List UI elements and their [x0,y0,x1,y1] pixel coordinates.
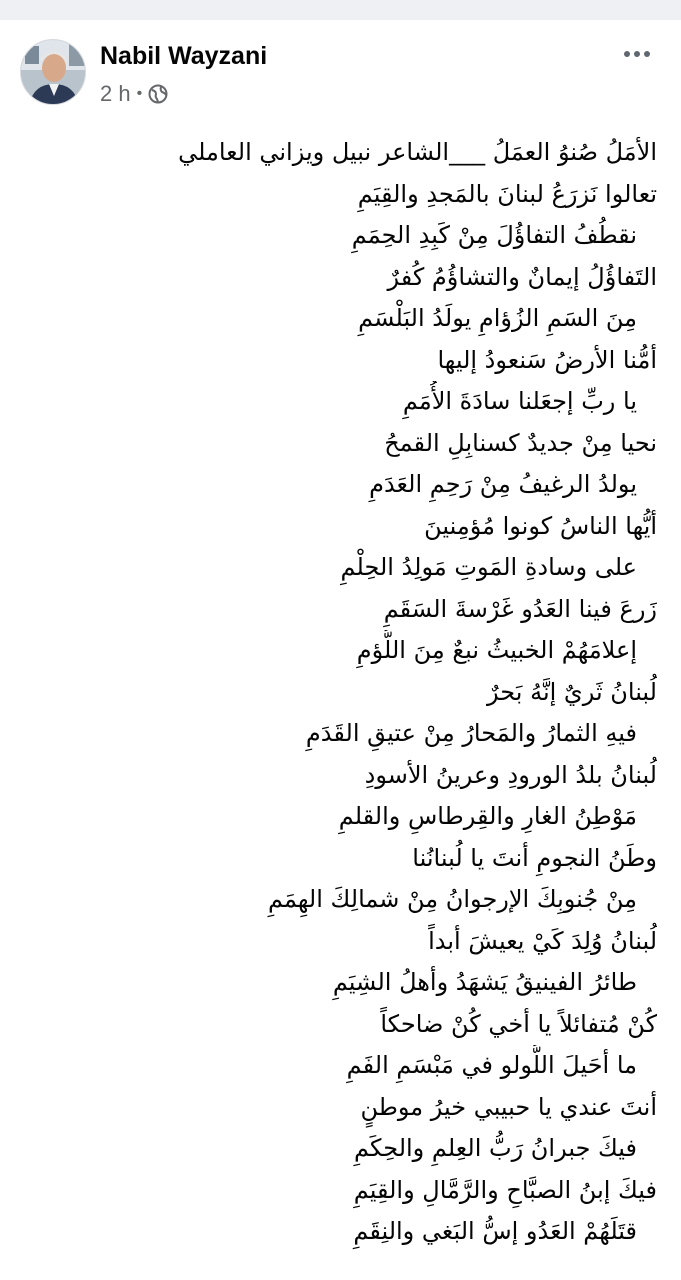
poem-line: فيكَ إبنُ الصبَّاحِ والرَّمَّالِ والقِيَمِ [353,1175,657,1204]
more-horizontal-icon [624,51,630,57]
poem-line: كُنْ مُتفائلاً يا أخي كُنْ ضاحكاً [380,1009,657,1038]
poem-line: الأمَلُ صُنوُ العمَلُ ___الشاعر نبيل ويزاني العاملي [178,138,657,166]
poem-line: لُبنانُ ثَريٌ إنَّهُ بَحرٌ [487,677,657,706]
poem-line: إعلامَهُمْ الخبيثُ نبعٌ مِنَ اللُّؤمِ [356,636,637,664]
poem-line: فيكَ جبرانُ رَبُّ العِلمِ والحِكَمِ [353,1134,637,1162]
post-meta [100,81,168,107]
poem-line: التَفاؤُلُ إيمانٌ والتشاؤُمُ كُفرٌ [387,262,657,291]
more-horizontal-icon [644,51,650,57]
post-time[interactable]: 2 h [100,81,131,106]
poem-line: يا ربِّ إجعَلنا سادَةَ الأُمَمِ [402,387,637,415]
globe-icon[interactable] [148,84,168,104]
poem-line: أمُّنا الأرضُ سَنعودُ إليها [437,345,657,374]
poem-line: لُبنانُ وُلِدَ كَيْ يعيشَ أبداً [428,926,657,955]
poem-line: قتَلَهُمْ العَدُو إسُّ البَغي والنِقَمِ [353,1217,637,1245]
feed-background-strip [0,0,681,20]
poem-line: لُبنانُ بلدُ الورودِ وعرينُ الأسودِ [364,760,657,789]
poem-line: وطَنُ النجومِ أنتَ يا لُبنانُنا [412,843,657,872]
poem-line: فيهِ الثمارُ والمَحارُ مِنْ عتيقِ القَدَمِ [305,719,637,747]
author-name[interactable]: Nabil Wayzani [100,42,268,70]
poem-line: ما أحَيلَ اللُّولو في مَبْسَمِ الفَمِ [346,1051,637,1079]
poem-line: مَوْطِنُ الغارِ والقِرطاسِ والقلمِ [338,802,637,830]
poem-line: يولدُ الرغيفُ مِنْ رَحِمِ العَدَمِ [369,470,637,498]
poem-line: على وسادةِ المَوتِ مَولِدُ الحِلْمِ [340,553,637,581]
meta-separator: • [136,85,143,102]
poem-line: نقطُفُ التفاؤُلَ مِنْ كَبِدِ الحِمَمِ [351,221,637,249]
poem-line: مِنْ جُنوبِكَ الإرجوانُ مِنْ شمالِكَ الهِمَمِ [268,885,637,913]
post-header [0,20,681,110]
avatar-photo [21,40,86,105]
poem-line: نحيا مِنْ جديدٌ كسنابِلِ القمحُ [384,428,657,457]
poem-line: زَرعَ فينا العَدُو غَرْسةَ السَقَمِ [383,594,657,623]
poem-line: أنتَ عندي يا حبيبي خيرُ موطنٍ [360,1092,657,1121]
poem-line: طائرُ الفينيقُ يَشهَدُ وأهلُ الشِيَمِ [332,968,637,996]
post-text [57,132,657,1253]
avatar[interactable] [20,39,86,105]
post-card [0,20,681,1280]
poem-line: أيُّها الناسُ كونوا مُؤمِنينَ [424,511,657,540]
more-horizontal-icon [634,51,640,57]
poem-line: مِنَ السَمِ الزُؤامِ يولَدُ البَلْسَمِ [358,304,637,332]
poem-line: تعالوا نَزرَعُ لبنانَ بالمَجدِ والقِيَمِ [357,179,657,208]
more-options-button[interactable] [614,44,660,64]
